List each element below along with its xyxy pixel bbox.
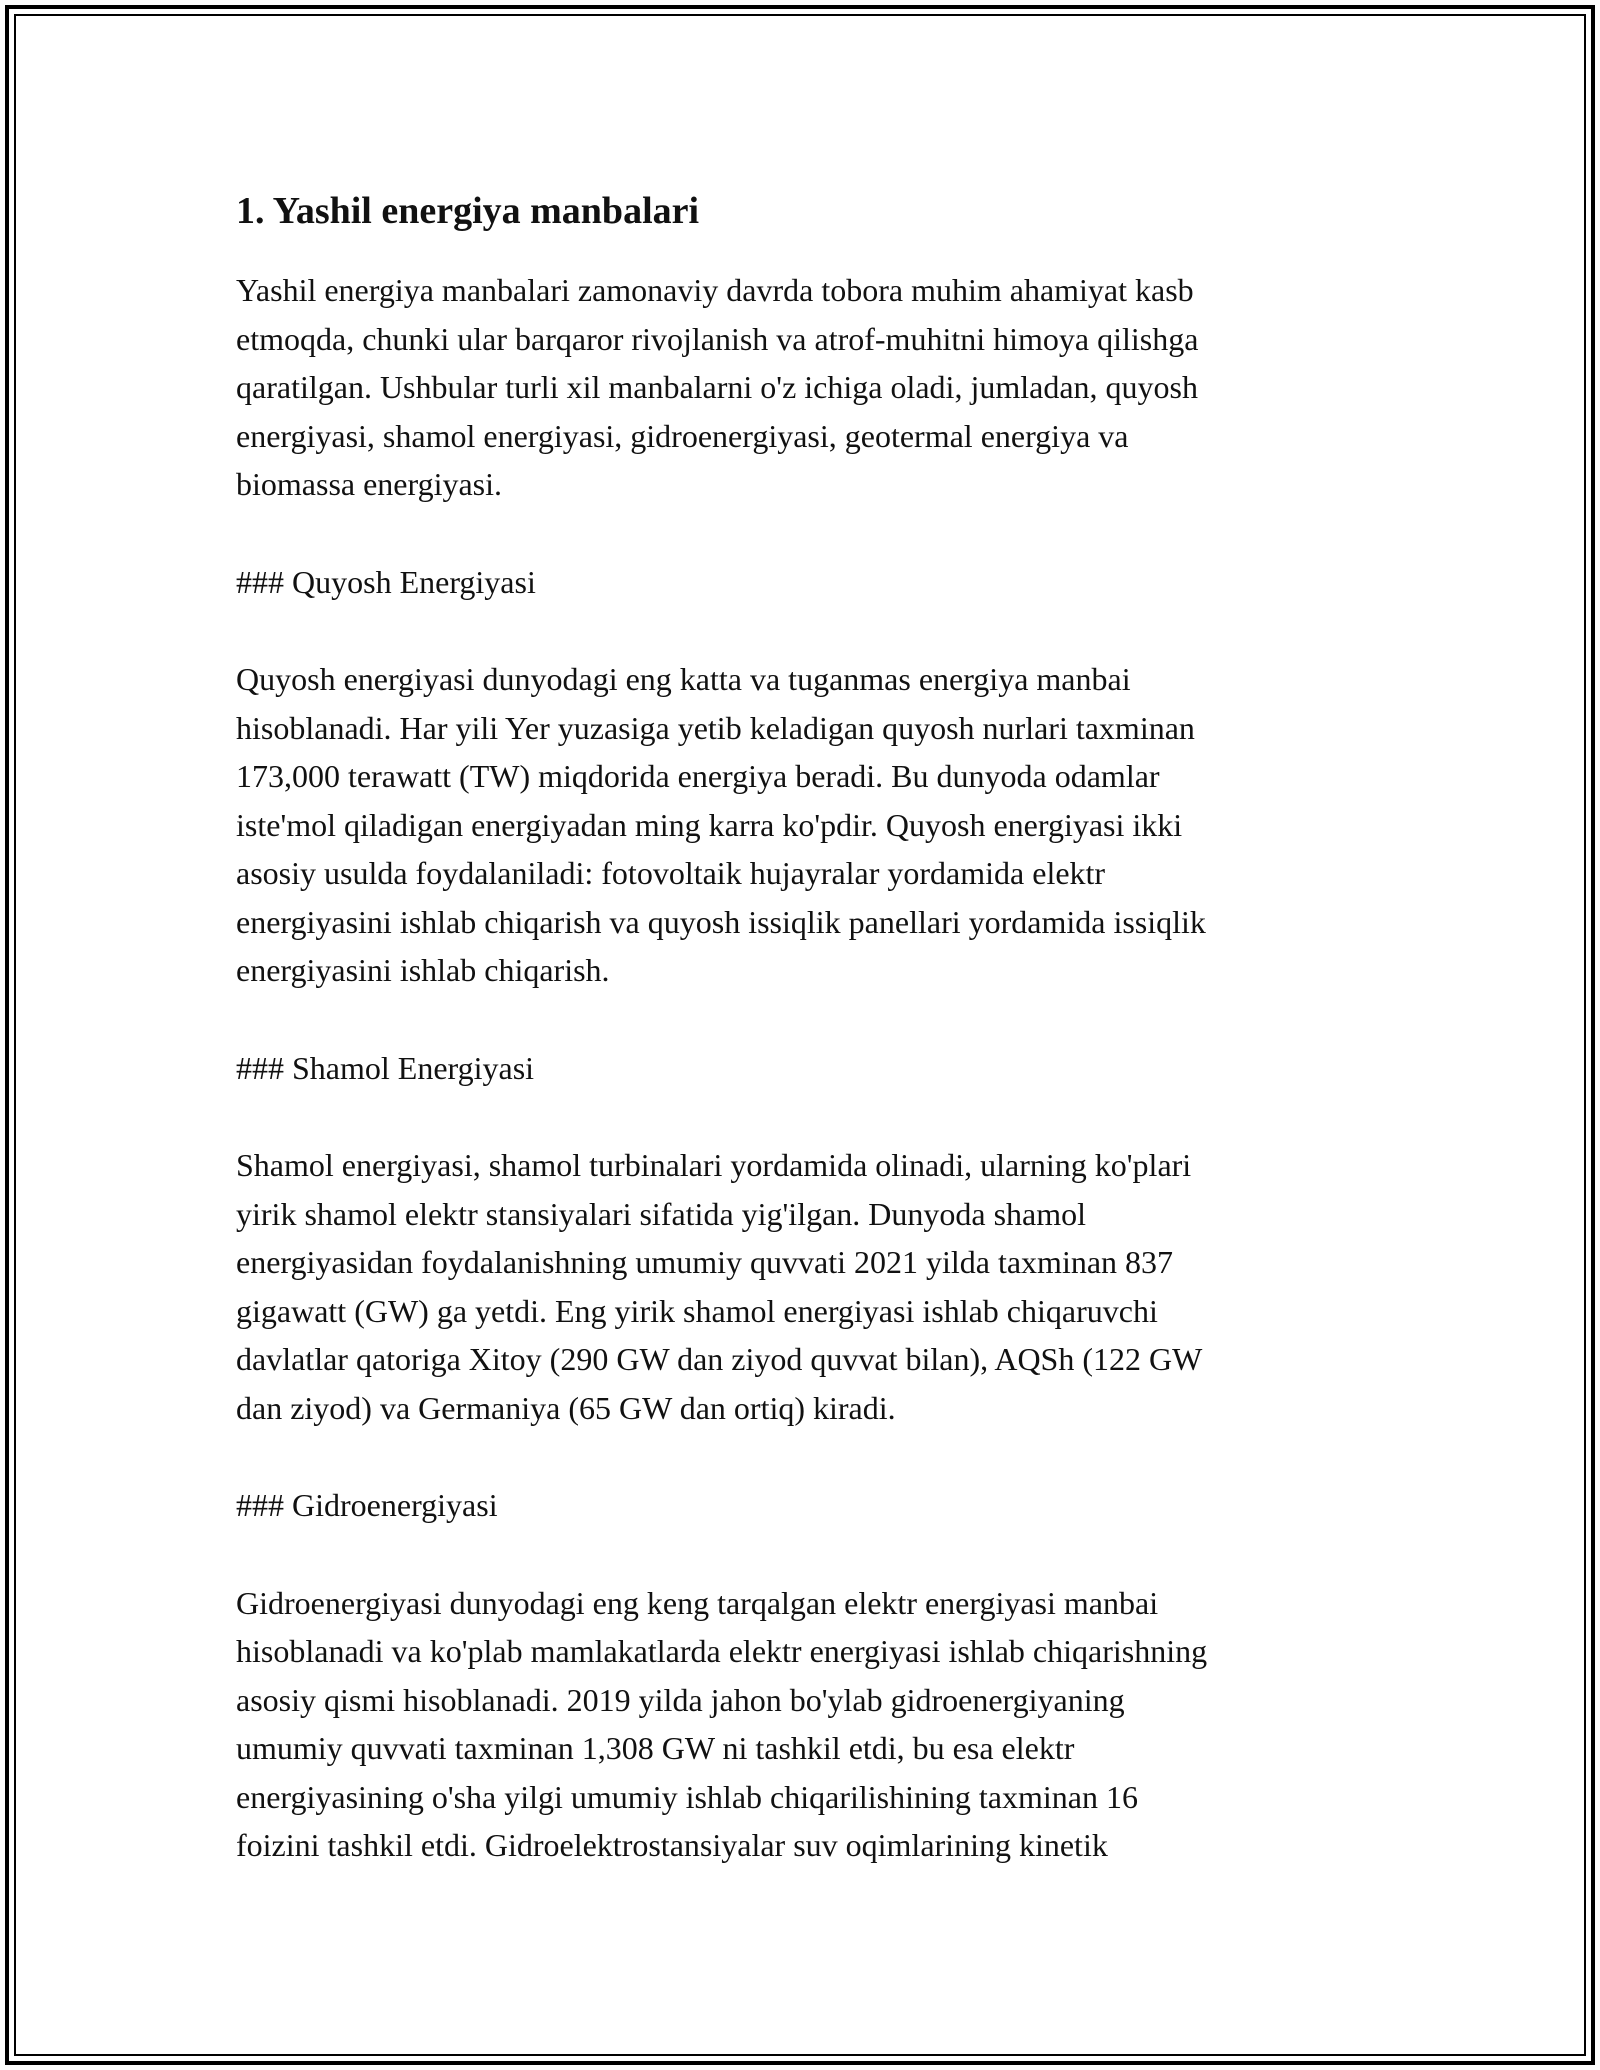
- section-title-shamol: ### Shamol Energiyasi: [236, 1049, 535, 1086]
- paragraph-line: Shamol energiyasi, shamol turbinalari yordamida olinadi, ularning ko'plari: [236, 1147, 1192, 1183]
- paragraph-line: foizini tashkil etdi. Gidroelektrostansiyalar suv oqimlarining kinetik: [236, 1827, 1108, 1863]
- intro-line: biomassa energiyasi.: [236, 466, 503, 502]
- section-title-gidro: ### Gidroenergiyasi: [236, 1487, 498, 1523]
- paragraph-line: iste'mol qiladigan energiyadan ming karra ko'pdir. Quyosh energiyasi ikki: [236, 806, 1183, 843]
- document-heading: 1. Yashil energiya manbalari: [236, 190, 700, 232]
- paragraph-line: gigawatt (GW) ga yetdi. Eng yirik shamol energiyasi ishlab chiqaruvchi: [236, 1292, 1158, 1329]
- paragraph-line: energiyasidan foydalanishning umumiy quvvati 2021 yilda taxminan 837: [236, 1244, 1174, 1280]
- paragraph-line: energiyasini ishlab chiqarish.: [236, 952, 610, 988]
- paragraph-line: energiyasining o'sha yilgi umumiy ishlab chiqarilishining taxminan 16: [236, 1778, 1138, 1815]
- section-paragraph-shamol: [236, 1141, 1366, 1432]
- paragraph-line: hisoblanadi. Har yili Yer yuzasiga yetib keladigan quyosh nurlari taxminan: [236, 709, 1195, 746]
- paragraph-line: hisoblanadi va ko'plab mamlakatlarda elektr energiyasi ishlab chiqarishning: [236, 1633, 1208, 1669]
- section-title-quyosh: ### Quyosh Energiyasi: [236, 563, 536, 600]
- paragraph-line: Quyosh energiyasi dunyodagi eng katta va tuganmas energiya manbai: [236, 661, 1131, 697]
- intro-line: Yashil energiya manbalari zamonaviy davrda tobora muhim ahamiyat kasb: [236, 272, 1194, 308]
- intro-line: energiyasi, shamol energiyasi, gidroenergiyasi, geotermal energiya va: [236, 417, 1129, 454]
- paragraph-line: 173,000 terawatt (TW) miqdorida energiya beradi. Bu dunyoda odamlar: [236, 758, 1160, 794]
- paragraph-line: asosiy usulda foydalaniladi: fotovoltaik hujayralar yordamida elektr: [236, 855, 1106, 891]
- paragraph-line: davlatlar qatoriga Xitoy (290 GW dan ziyod quvvat bilan), AQSh (122 GW: [236, 1341, 1203, 1377]
- intro-line: qaratilgan. Ushbular turli xil manbalarni o'z ichiga oladi, jumladan, quyosh: [236, 369, 1198, 405]
- paragraph-line: Gidroenergiyasi dunyodagi eng keng tarqalgan elektr energiyasi manbai: [236, 1584, 1159, 1621]
- paragraph-line: asosiy qismi hisoblanadi. 2019 yilda jahon bo'ylab gidroenergiyaning: [236, 1681, 1125, 1718]
- intro-paragraph: [236, 266, 1366, 509]
- paragraph-line: energiyasini ishlab chiqarish va quyosh issiqlik panellari yordamida issiqlik: [236, 903, 1206, 940]
- section-paragraph-quyosh: [236, 655, 1366, 995]
- document-body: [236, 186, 1366, 1919]
- paragraph-line: umumiy quvvati taxminan 1,308 GW ni tashkil etdi, bu esa elektr: [236, 1730, 1075, 1766]
- intro-line: etmoqda, chunki ular barqaror rivojlanish va atrof-muhitni himoya qilishga: [236, 320, 1199, 357]
- paragraph-line: yirik shamol elektr stansiyalari sifatida yig'ilgan. Dunyoda shamol: [236, 1195, 1087, 1232]
- paragraph-line: dan ziyod) va Germaniya (65 GW dan ortiq) kiradi.: [236, 1389, 896, 1426]
- section-paragraph-gidro: [236, 1579, 1366, 1870]
